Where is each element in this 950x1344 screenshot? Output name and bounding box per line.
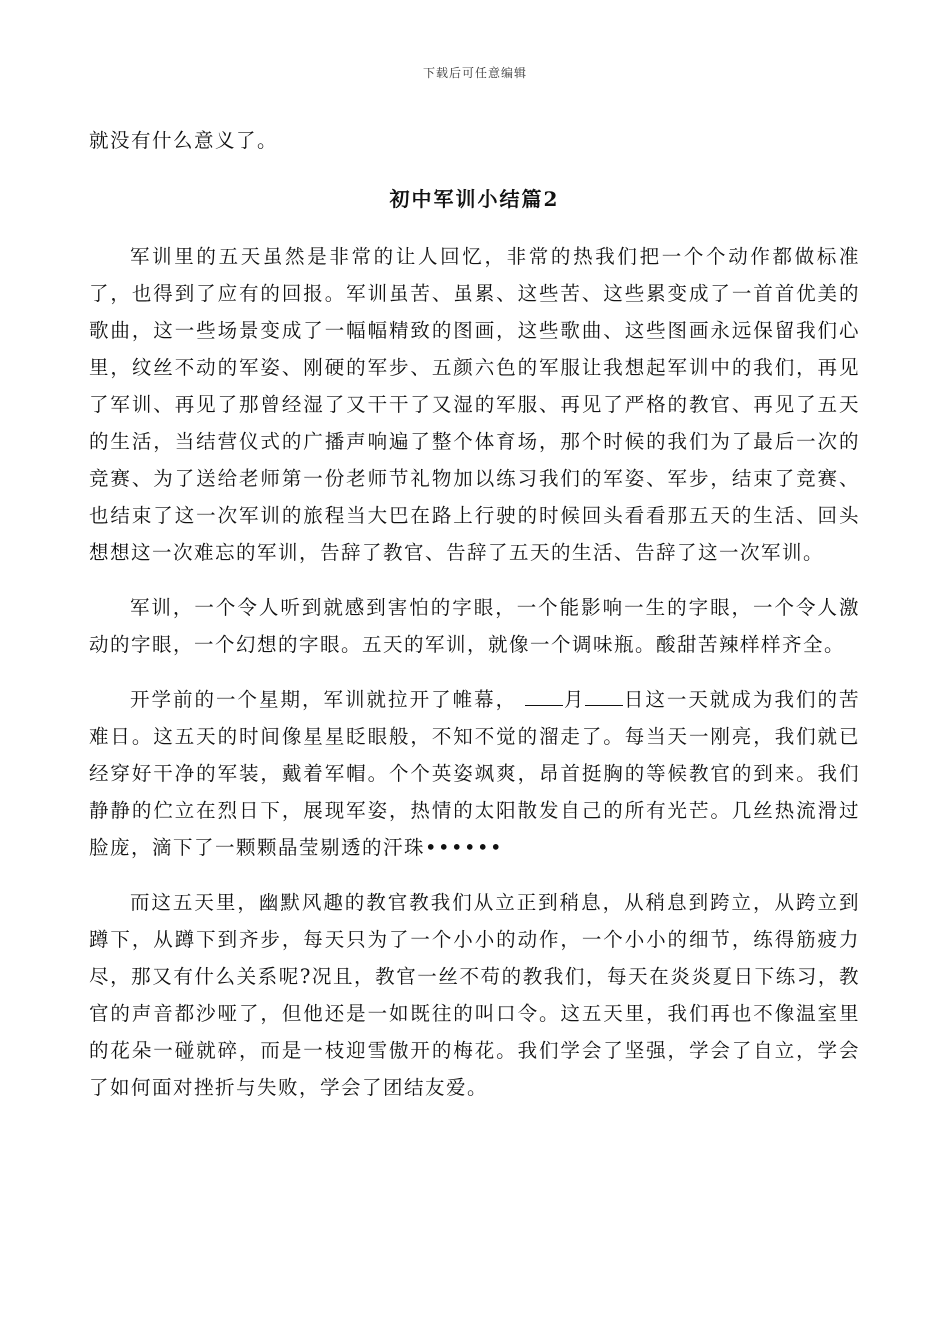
paragraph-3-rest: 日这一天就成为我们的苦难日。这五天的时间像星星眨眼般，不知不觉的溜走了。每当天一刚亮，我们就已经穿好干净的军装，戴着军帽。个个英姿飒爽，昂首挺胸的等候教官的到来。我们静静的伫立在烈日下，展现军姿，热情的太阳散发自己的所有光芒。几丝热流滑过脸庞，滴下了一颗颗晶莹剔透的汗珠•••••• bbox=[89, 688, 860, 859]
paragraph-3 bbox=[89, 681, 860, 866]
page-header: 下载后可任意编辑 bbox=[422, 66, 527, 80]
paragraph-3-start: 开学前的一个星期，军训就拉开了帷幕， bbox=[129, 688, 518, 711]
section-heading: 初中军训小结篇2 bbox=[389, 187, 560, 211]
paragraph-4: 而这五天里，幽默风趣的教官教我们从立正到稍息，从稍息到跨立，从跨立到蹲下，从蹲下到齐步，每天只为了一个小小的动作，一个小小的细节，练得筋疲力尽，那又有什么关系呢?况且，教官一丝不苟的教我们，每天在炎炎夏日下练习，教官的声音都沙哑了，但他还是一如既往的叫口令。这五天里，我们再也不像温室里的花朵一碰就碎，而是一枝迎雪傲开的梅花。我们学会了坚强，学会了自立，学会了如何面对挫折与失败，学会了团结友爱。 bbox=[89, 891, 860, 1099]
paragraph-2: 军训，一个令人听到就感到害怕的字眼，一个能影响一生的字眼，一个令人激动的字眼，一个幻想的字眼。五天的军训，就像一个调味瓶。酸甜苦辣样样齐全。 bbox=[89, 596, 860, 656]
document-body bbox=[89, 122, 860, 1106]
lead-line: 就没有什么意义了。 bbox=[89, 129, 279, 152]
month-blank bbox=[525, 704, 563, 706]
day-blank bbox=[585, 704, 623, 706]
paragraph-1: 军训里的五天虽然是非常的让人回忆，非常的热我们把一个个动作都做标准了，也得到了应有的回报。军训虽苦、虽累、这些苦、这些累变成了一首首优美的歌曲，这一些场景变成了一幅幅精致的图画，这些歌曲、这些图画永远保留我们心里，纹丝不动的军姿、刚硬的军步、五颜六色的军服让我想起军训中的我们，再见了军训、再见了那曾经湿了又干干了又湿的军服、再见了严格的教官、再见了五天的生活，当结营仪式的广播声响遍了整个体育场，那个时候的我们为了最后一次的竞赛、为了送给老师第一份老师节礼物加以练习我们的军姿、军步，结束了竞赛、也结束了这一次军训的旅程当大巴在路上行驶的时候回头看看那五天的生活、回头想想这一次难忘的军训，告辞了教官、告辞了五天的生活、告辞了这一次军训。 bbox=[89, 245, 860, 564]
month-label: 月 bbox=[563, 688, 586, 711]
